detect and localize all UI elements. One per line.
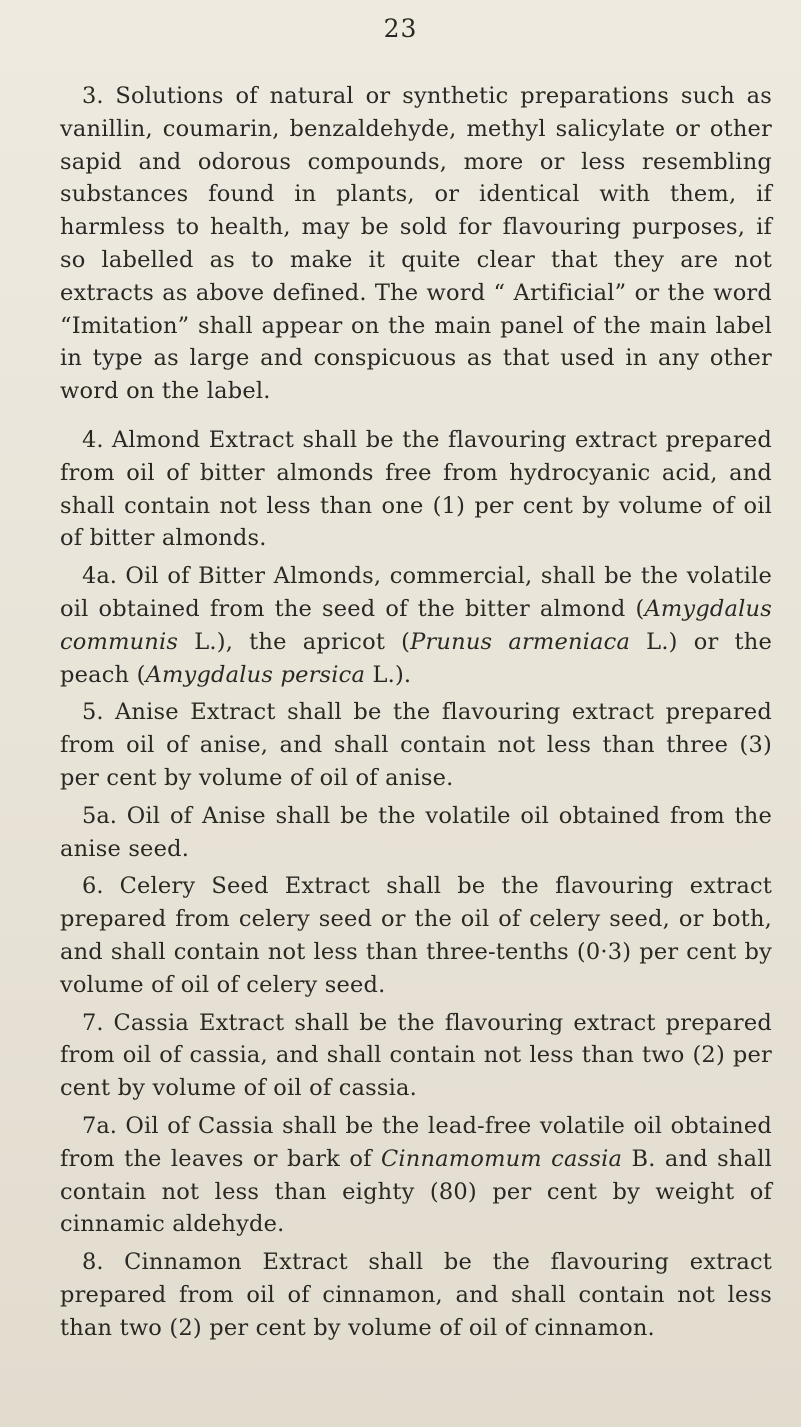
paragraph-text: B. and shall contain not less than eighty (80) per cent by weight of cinnamic aldehyde.: [60, 1145, 772, 1238]
paragraph-number: 4.: [82, 426, 104, 453]
paragraph-number: 5.: [82, 699, 104, 726]
paragraph-number: 3.: [82, 83, 104, 109]
paragraph-p4: [60, 424, 772, 555]
paragraph-text: L.) or the peach (: [60, 628, 772, 688]
paragraph-number: 7.: [82, 1009, 104, 1036]
species-name: Cinnamomum cassia: [380, 1145, 623, 1172]
paragraph-number: 6.: [82, 873, 104, 900]
paragraph-p4a: [60, 560, 772, 691]
species-name: Amygdalus communis: [60, 595, 772, 655]
paragraph-text: Solutions of natural or synthetic preparations such as vanillin, coumarin, benzaldehyde, methyl salicylate or other sapid and odorous compounds, more or less resembling substances found in plants, or identical with them, if harmless to health, may be sold for flavouring purposes, if so labelled as to make it quite clear that they are not extracts as above defined. The word “ Artificial” or the word “Imitation” shall appear on the main panel of the main label in type as large and conspicuous as that used in any other word on the label.: [60, 83, 772, 405]
paragraph-text: Almond Extract shall be the flavouring extract prepared from oil of bitter almonds free from hydrocyanic acid, and shall contain not less than one (1) per cent by volume of oil of bitter almonds.: [60, 426, 772, 552]
paragraph-p5a: [60, 800, 772, 866]
paragraph-text: L.).: [365, 661, 412, 688]
paragraph-p7: [60, 1007, 772, 1105]
body-text: [60, 80, 772, 1344]
species-name: Amygdalus persica: [145, 661, 366, 688]
species-name: Prunus armeniaca: [410, 628, 631, 655]
paragraph-number: 8.: [82, 1249, 104, 1276]
paragraph-p6: [60, 870, 772, 1001]
paragraph-text: Oil of Anise shall be the volatile oil obtained from the anise seed.: [60, 802, 772, 862]
paragraph-number: 5a.: [82, 802, 117, 829]
paragraph-number: 7a.: [82, 1112, 117, 1139]
paragraph-p5: [60, 696, 772, 794]
paragraph-text: Oil of Bitter Almonds, commercial, shall be the volatile oil obtained from the seed of the bitter almond (: [60, 563, 772, 622]
paragraph-text: Cassia Extract shall be the flavouring extract prepared from oil of cassia, and shall contain not less than two (2) per cent by volume of oil of cassia.: [60, 1009, 772, 1102]
paragraph-p3: [60, 80, 772, 408]
paragraph-number: 4a.: [82, 563, 117, 590]
page-number: 23: [383, 14, 418, 43]
paragraph-text: L.), the apricot (: [178, 628, 411, 655]
paragraph-p7a: [60, 1110, 772, 1241]
paragraph-text: Anise Extract shall be the flavouring extract prepared from oil of anise, and shall contain not less than three (3) per cent by volume of oil of anise.: [60, 699, 772, 791]
paragraph-text: Celery Seed Extract shall be the flavouring extract prepared from celery seed or the oil of celery seed, or both, and shall contain not less than three-tenths (0·3) per cent by volume of oil of celery seed.: [60, 873, 772, 998]
paragraph-text: Cinnamon Extract shall be the flavouring extract prepared from oil of cinnamon, and shall contain not less than two (2) per cent by volume of oil of cinnamon.: [60, 1249, 773, 1341]
paragraph-text: Oil of Cassia shall be the lead-free volatile oil obtained from the leaves or bark of: [60, 1112, 772, 1172]
paragraph-p8: [60, 1246, 772, 1344]
